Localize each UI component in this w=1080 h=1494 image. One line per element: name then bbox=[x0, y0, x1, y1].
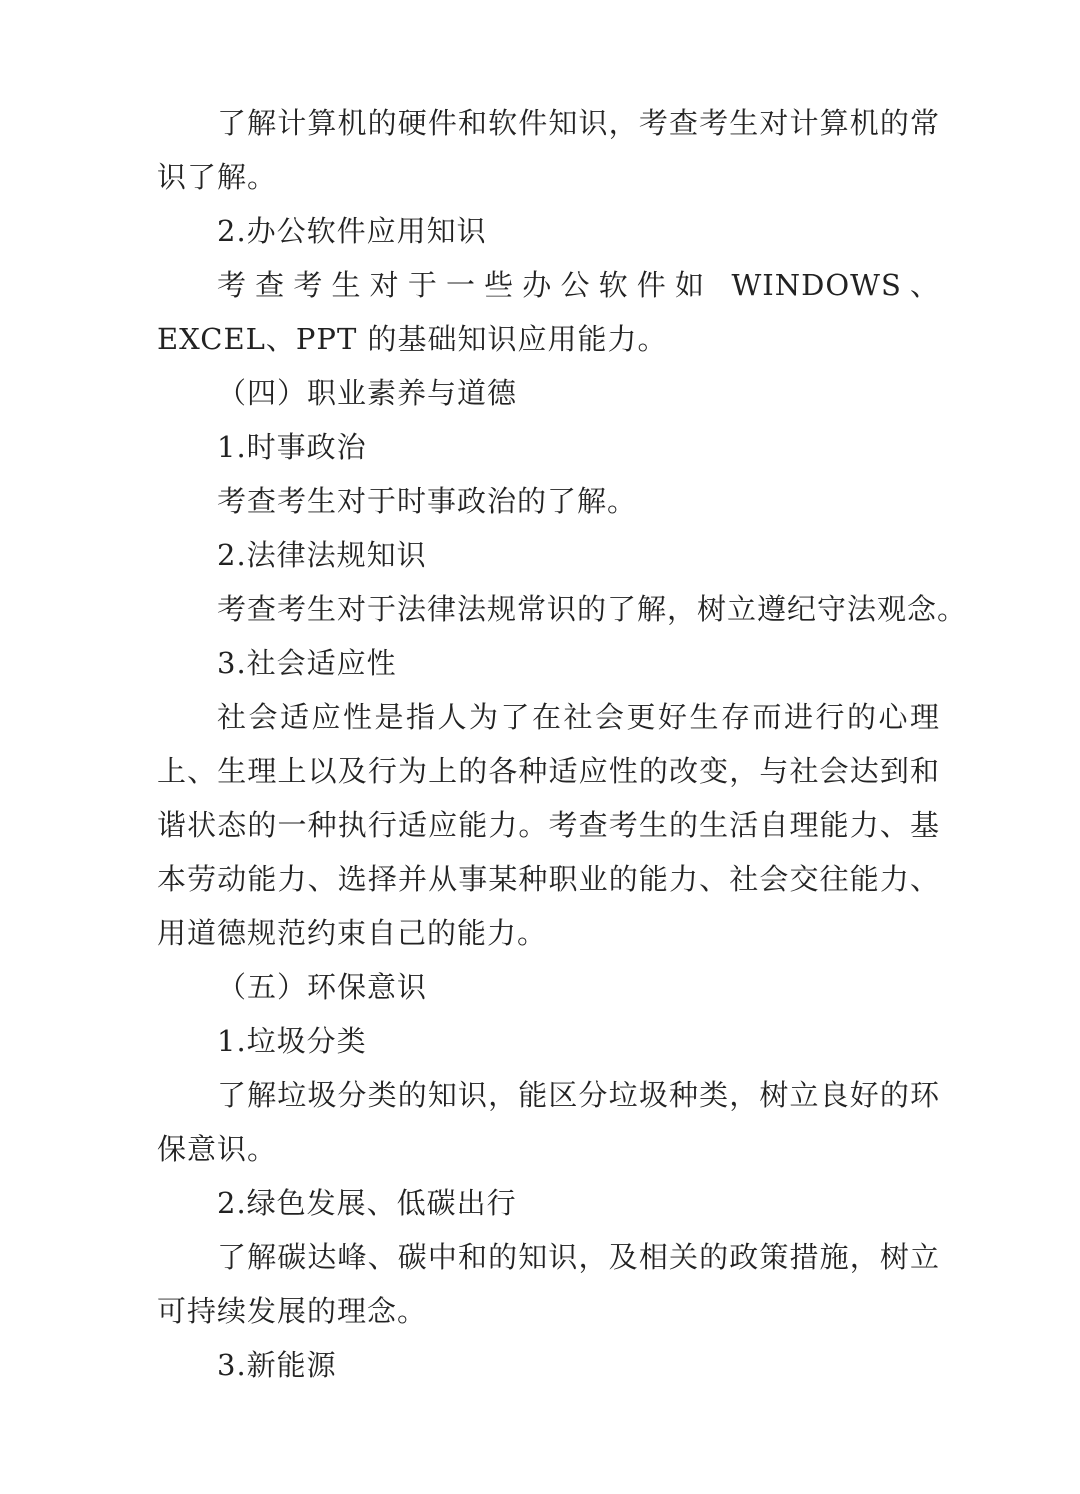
paragraph bbox=[157, 1230, 940, 1338]
paragraph bbox=[157, 258, 940, 366]
text-line: 本劳动能力、选择并从事某种职业的能力、社会交往能力、 bbox=[157, 862, 940, 896]
text-line: （四）职业素养与道德 bbox=[217, 376, 518, 410]
text-line: 2.法律法规知识 bbox=[217, 538, 427, 572]
paragraph bbox=[157, 204, 940, 258]
paragraph bbox=[157, 366, 940, 420]
text-line: （五）环保意识 bbox=[217, 970, 428, 1004]
paragraph bbox=[157, 636, 940, 690]
text-line: 了解碳达峰、碳中和的知识，及相关的政策措施，树立 bbox=[217, 1240, 940, 1274]
text-line: 上、生理上以及行为上的各种适应性的改变，与社会达到和 bbox=[157, 754, 940, 788]
paragraph bbox=[157, 582, 968, 636]
text-line: 2.绿色发展、低碳出行 bbox=[217, 1186, 517, 1220]
paragraph bbox=[157, 474, 940, 528]
text-line: 社会适应性是指人为了在社会更好生存而进行的心理 bbox=[217, 700, 940, 734]
text-line: 1.时事政治 bbox=[217, 430, 367, 464]
text-line: EXCEL、PPT 的基础知识应用能力。 bbox=[157, 322, 668, 356]
text-line: 3.新能源 bbox=[217, 1348, 337, 1382]
paragraph bbox=[157, 1338, 940, 1392]
text-line: 考查考生对于法律法规常识的了解，树立遵纪守法观念。 bbox=[217, 592, 968, 626]
text-line: 识了解。 bbox=[157, 160, 278, 194]
text-line: 考查考生对于一些办公软件如 WINDOWS、 bbox=[217, 268, 940, 302]
text-line: 考查考生对于时事政治的了解。 bbox=[217, 484, 638, 518]
paragraph bbox=[157, 1014, 940, 1068]
paragraph bbox=[157, 960, 940, 1014]
paragraph bbox=[157, 1068, 940, 1176]
text-line: 谐状态的一种执行适应能力。考查考生的生活自理能力、基 bbox=[157, 808, 940, 842]
text-line: 了解垃圾分类的知识，能区分垃圾种类，树立良好的环 bbox=[217, 1078, 940, 1112]
text-line: 了解计算机的硬件和软件知识，考查考生对计算机的常 bbox=[217, 106, 940, 140]
paragraph bbox=[157, 1176, 940, 1230]
paragraph bbox=[157, 528, 940, 582]
document-page bbox=[157, 96, 968, 1392]
text-line: 2.办公软件应用知识 bbox=[217, 214, 487, 248]
text-line: 1.垃圾分类 bbox=[217, 1024, 367, 1058]
text-line: 可持续发展的理念。 bbox=[157, 1294, 428, 1328]
paragraph bbox=[157, 690, 940, 960]
text-line: 3.社会适应性 bbox=[217, 646, 397, 680]
text-line: 保意识。 bbox=[157, 1132, 278, 1166]
text-line: 用道德规范约束自己的能力。 bbox=[157, 916, 548, 950]
paragraph bbox=[157, 96, 940, 204]
paragraph bbox=[157, 420, 940, 474]
